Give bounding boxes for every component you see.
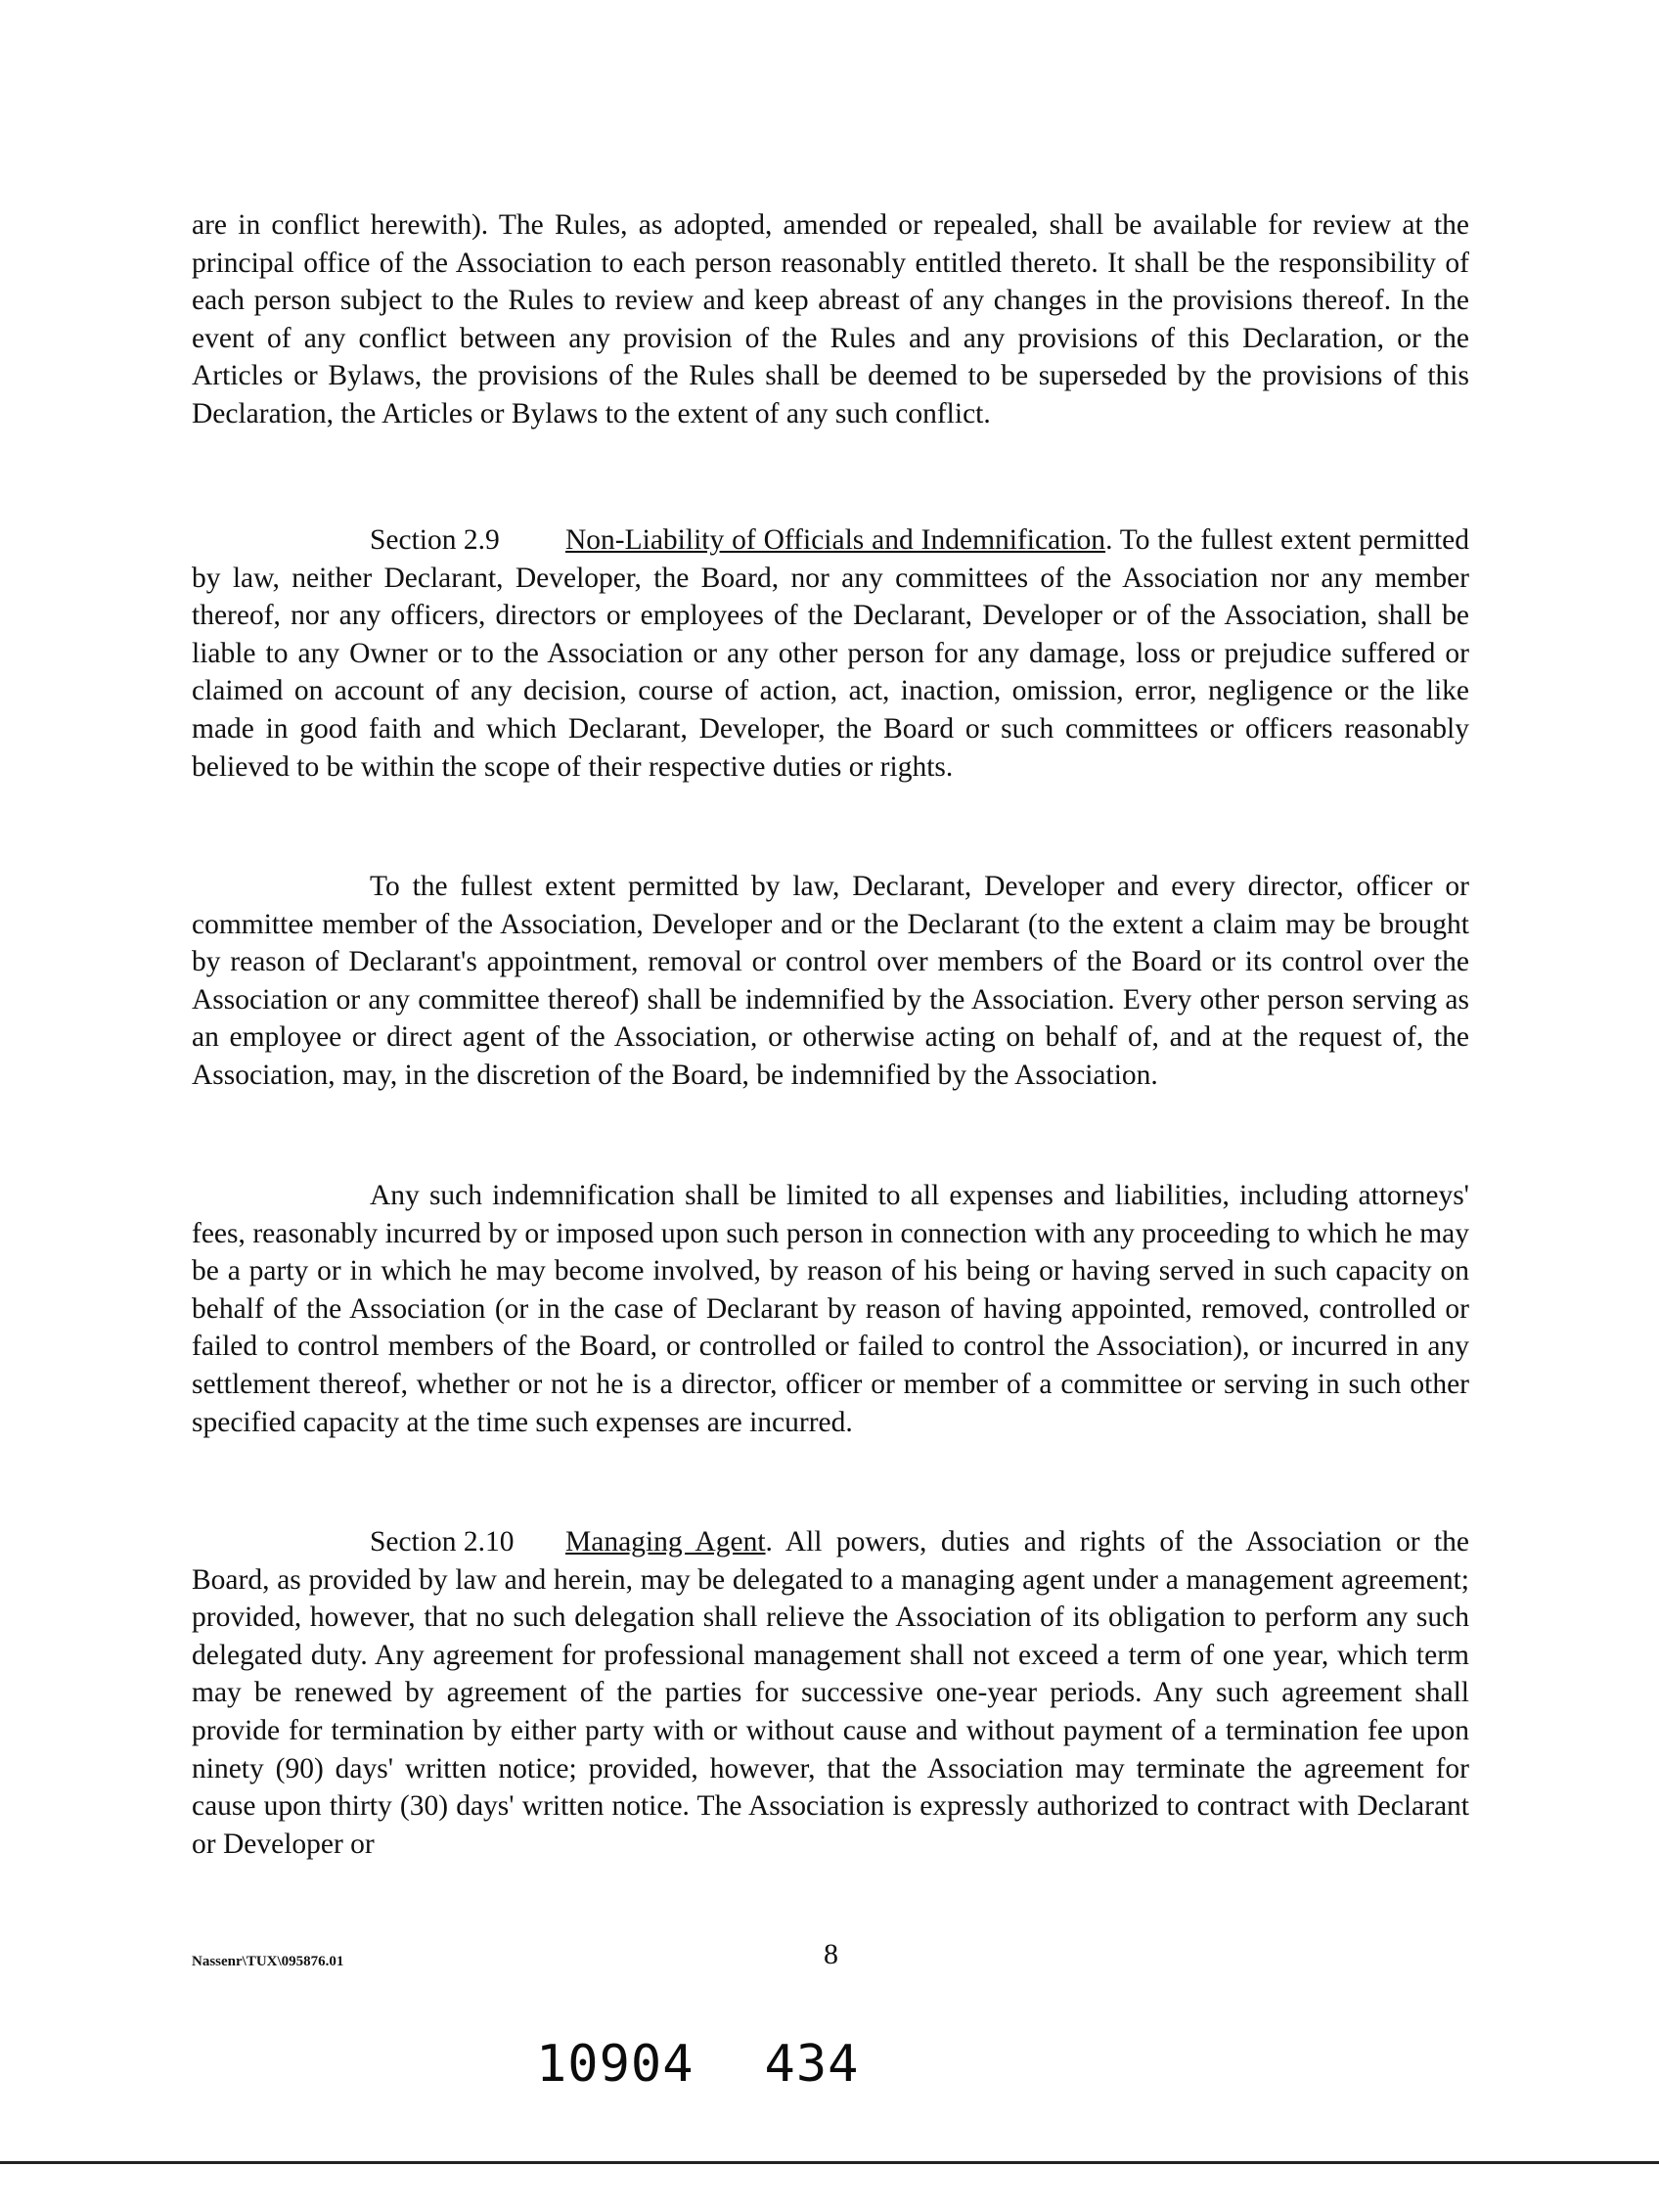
paragraph-indemnification-text: To the fullest extent permitted by law, Declarant, Developer and every director, officer or committee member of the Association, Developer and or the Declarant (to the extent a claim may be brought by reason of Declarant's appointment, removal or control over members of the Board or its control over the Association or any committee thereof) shall be indemnified by the Association. Every other person serving as an employee or direct agent of the Association, or otherwise acting on behalf of, and at the request of, the Association, may, in the discretion of the Board, be indemnified by the Association. — [192, 871, 1469, 1091]
section-2-10-number: Section 2.10 — [370, 1526, 515, 1557]
paragraph-indemnification-limits — [192, 1177, 1469, 1441]
section-2-10-title: Managing Agent — [565, 1526, 766, 1557]
paragraph-indemnification — [192, 868, 1469, 1095]
paragraph-limits-text: Any such indemnification shall be limited to all expenses and liabilities, including attorneys' fees, reasonably incurred by or imposed upon such person in connection with any proceeding to which he may be a party or in which he may become involved, by reason of his being or having served in such capacity on behalf of the Association (or in the case of Declarant by reason of having appointed, removed, controlled or failed to control members of the Board, or controlled or failed to control the Association), or incurred in any settlement thereof, whether or not he is a director, officer or member of a committee or serving in such other specified capacity at the time such expenses are incurred. — [192, 1180, 1469, 1438]
section-2-10 — [192, 1523, 1469, 1863]
file-reference: Nassenr\TUX\095876.01 — [192, 1954, 344, 1969]
section-2-9-body: . To the fullest extent permitted by law, neither Declarant, Developer, the Board, nor any committees of the Association nor any member thereof, nor any officers, directors or employees of the Declarant, Developer or of the Association, shall be liable to any Owner or to the Association or any other person for any damage, loss or prejudice suffered or claimed on account of any decision, course of action, act, inaction, omission, error, negligence or the like made in good faith and which Declarant, Developer, the Board or such committees or officers reasonably believed to be within the scope of their respective duties or rights. — [192, 524, 1469, 783]
section-2-10-body: . All powers, duties and rights of the Association or the Board, as provided by law and herein, may be delegated to a managing agent under a management agreement; provided, however, that no such delegation shall relieve the Association of its obligation to perform any such delegated duty. Any agreement for professional management shall not exceed a term of one year, which term may be renewed by agreement of the parties for successive one-year periods. Any such agreement shall provide for termination by either party with or without cause and without payment of a termination fee upon ninety (90) days' written notice; provided, however, that the Association may terminate the agreement for cause upon thirty (30) days' written notice. The Association is expressly authorized to contract with Declarant or Developer or — [192, 1526, 1469, 1860]
section-2-9-title: Non-Liability of Officials and Indemnification — [565, 524, 1106, 556]
recording-page-number: 434 — [764, 2035, 860, 2094]
section-2-9-number: Section 2.9 — [370, 524, 500, 556]
page-number: 8 — [824, 1938, 838, 1970]
recording-book-number: 10904 — [536, 2035, 695, 2094]
section-2-9 — [192, 521, 1469, 786]
bottom-scan-line — [0, 2161, 1659, 2164]
paragraph-rules-conflict: are in conflict herewith). The Rules, as adopted, amended or repealed, shall be available for review at the principal office of the Association to each person reasonably entitled thereto. It shall be the responsibility of each person subject to the Rules to review and keep abreast of any changes in the provisions thereof. In the event of any conflict between any provision of the Rules and any provisions of this Declaration, or the Articles or Bylaws, the provisions of the Rules shall be deemed to be superseded by the provisions of this Declaration, the Articles or Bylaws to the extent of any such conflict. — [192, 209, 1469, 429]
recording-stamp — [536, 2035, 859, 2094]
